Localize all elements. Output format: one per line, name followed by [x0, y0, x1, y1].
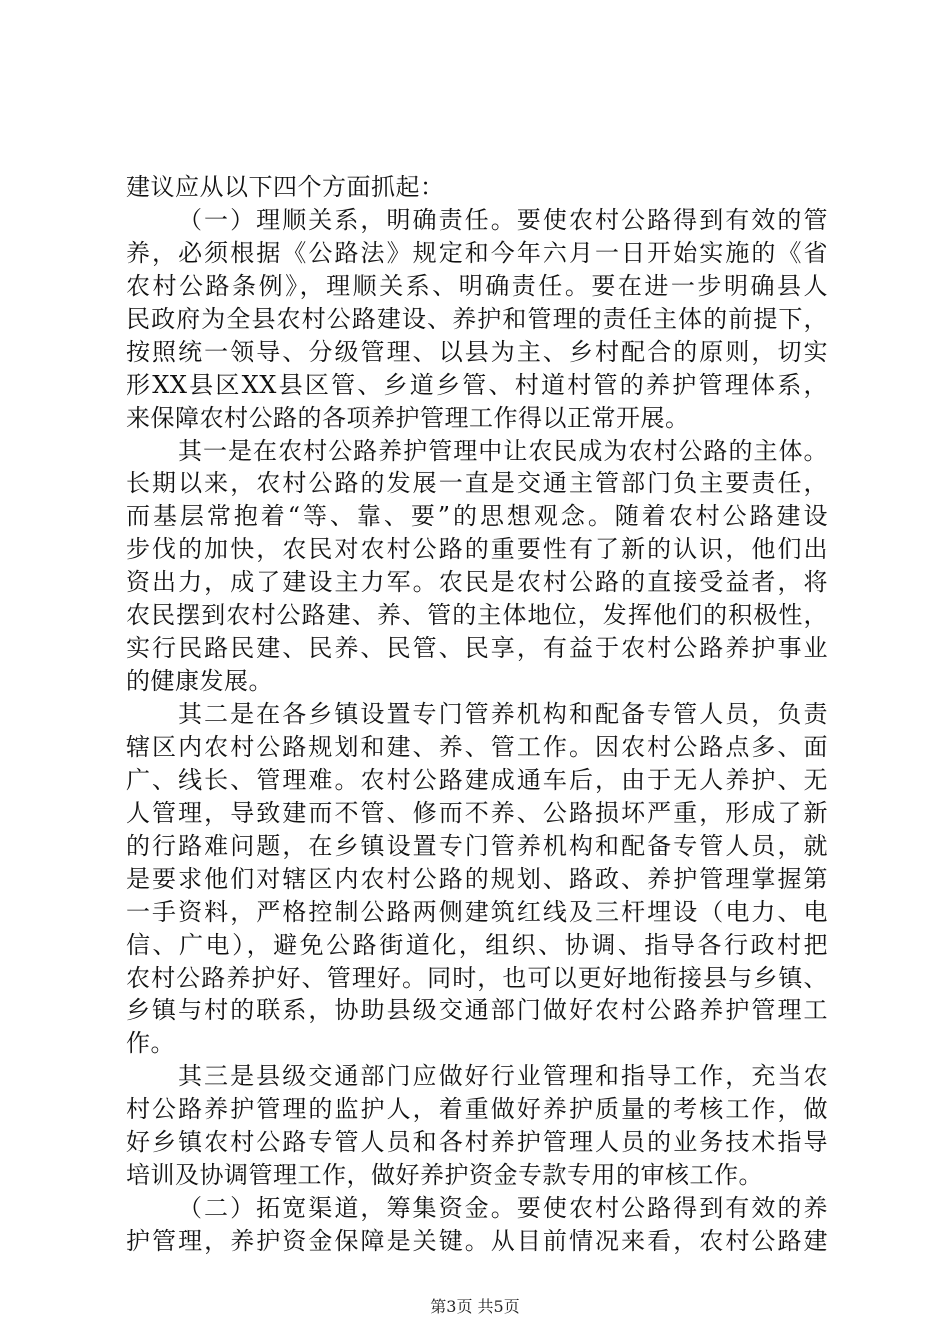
- text-line: 辖区内农村公路规划和建、养、管工作。因农村公路点多、面: [126, 732, 828, 761]
- text-line: 信、广电），避免公路街道化，组织、协调、指导各行政村把: [126, 930, 828, 959]
- text-line: 乡镇与村的联系，协助县级交通部门做好农村公路养护管理工: [126, 996, 828, 1025]
- text-line: 村公路养护管理的监护人，着重做好养护质量的考核工作，做: [126, 1095, 828, 1124]
- text-line: 培训及协调管理工作，做好养护资金专款专用的审核工作。: [126, 1161, 763, 1190]
- text-line: 实行民路民建、民养、民管、民享，有益于农村公路养护事业: [126, 634, 828, 663]
- text-line: 一手资料，严格控制公路两侧建筑红线及三杆埋设（电力、电: [126, 897, 828, 926]
- text-line: 好乡镇农村公路专管人员和各村养护管理人员的业务技术指导: [126, 1128, 828, 1157]
- text-line: 长期以来，农村公路的发展一直是交通主管部门负主要责任，: [126, 469, 828, 498]
- text-line: 按照统一领导、分级管理、以县为主、乡村配合的原则，切实: [126, 337, 828, 366]
- text-line: 人管理，导致建而不管、修而不养、公路损坏严重，形成了新: [126, 798, 828, 827]
- page-number: 第3页 共5页: [430, 1297, 520, 1316]
- text-line: 的行路难问题，在乡镇设置专门管养机构和配备专管人员，就: [126, 831, 828, 860]
- text-line: 其一是在农村公路养护管理中让农民成为农村公路的主体。: [178, 436, 828, 465]
- text-line: 资出力，成了建设主力军。农民是农村公路的直接受益者，将: [126, 568, 828, 597]
- text-line: 来保障农村公路的各项养护管理工作得以正常开展。: [126, 403, 690, 432]
- text-line: 农民摆到农村公路建、养、管的主体地位，发挥他们的积极性，: [126, 601, 828, 630]
- text-line: 广、线长、管理难。农村公路建成通车后，由于无人养护、无: [126, 765, 828, 794]
- text-line: 民政府为全县农村公路建设、养护和管理的责任主体的前提下，: [126, 304, 828, 333]
- text-line: （二）拓宽渠道，筹集资金。要使农村公路得到有效的养: [178, 1194, 828, 1223]
- page-footer: [0, 1296, 950, 1318]
- text-line: 而基层常抱着“等、靠、要”的思想观念。随着农村公路建设: [126, 502, 828, 531]
- text-line: 形XX县区XX县区管、乡道乡管、村道村管的养护管理体系，: [126, 370, 828, 399]
- text-line: 护管理，养护资金保障是关键。从目前情况来看，农村公路建: [126, 1227, 828, 1255]
- text-line: （一）理顺关系，明确责任。要使农村公路得到有效的管: [178, 205, 828, 234]
- text-line: 其二是在各乡镇设置专门管养机构和配备专管人员，负责: [178, 700, 828, 728]
- text-line: 建议应从以下四个方面抓起：: [126, 173, 445, 201]
- text-line: 农村公路养护好、管理好。同时，也可以更好地衔接县与乡镇、: [126, 963, 828, 992]
- document-body: [126, 171, 828, 1258]
- text-line: 是要求他们对辖区内农村公路的规划、路政、养护管理掌握第: [126, 864, 828, 893]
- text-line: 养，必须根据《公路法》规定和今年六月一日开始实施的《省: [126, 238, 828, 267]
- text-line: 步伐的加快，农民对农村公路的重要性有了新的认识，他们出: [126, 535, 828, 564]
- text-line: 其三是县级交通部门应做好行业管理和指导工作，充当农: [178, 1062, 828, 1091]
- text-line: 农村公路条例》，理顺关系、明确责任。要在进一步明确县人: [126, 271, 828, 300]
- text-line: 作。: [126, 1029, 175, 1058]
- text-line: 的健康发展。: [126, 667, 273, 696]
